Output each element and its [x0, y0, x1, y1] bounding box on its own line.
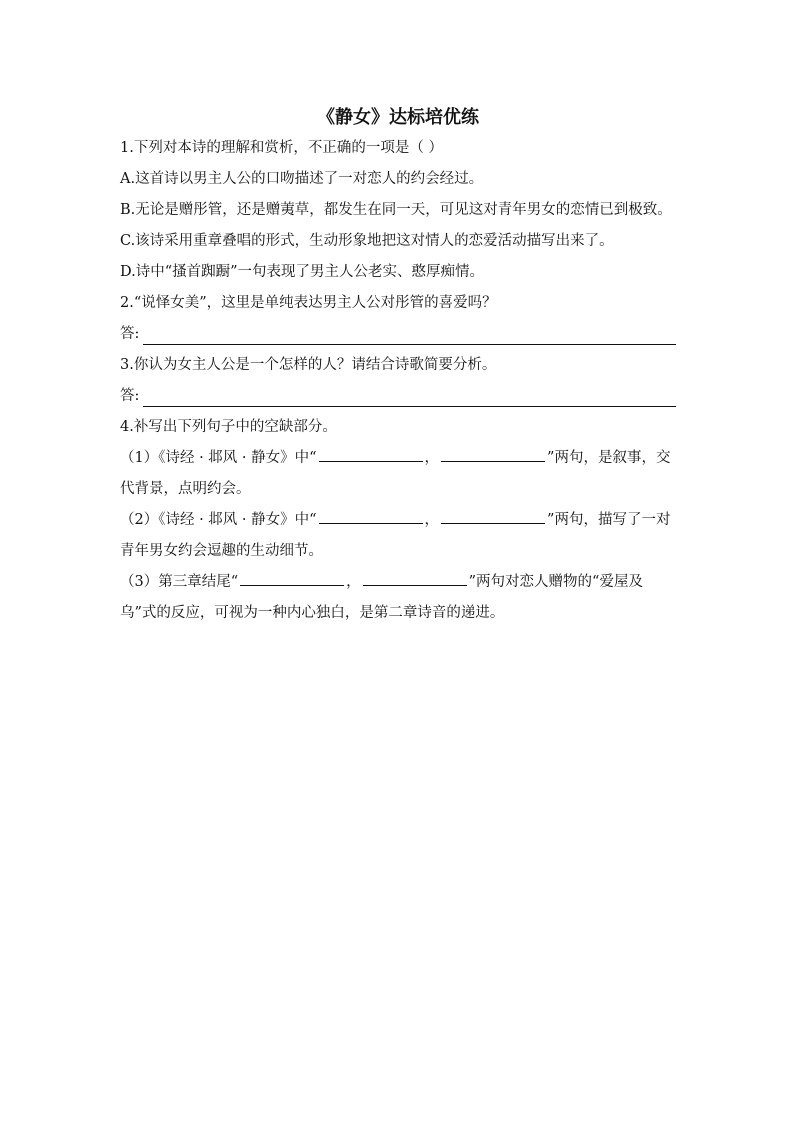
item-3-blank-1[interactable] [240, 567, 344, 586]
question-1-stem: 1.下列对本诗的理解和赏析，不正确的一项是（ ） [120, 140, 443, 156]
question-1-option-a: A.这首诗以男主人公的口吻描述了一对恋人的约会经过。 [120, 171, 484, 187]
item-1-separator: ， [424, 450, 440, 466]
question-4-item-3 [120, 567, 676, 629]
item-1-blank-2[interactable] [441, 443, 545, 462]
item-2-suffix: ”两句，描写了一对青年男女约会逗趣的生动细节。 [120, 512, 671, 559]
question-3-answer-line[interactable] [143, 384, 676, 407]
question-2-stem: 2.“说怿女美”，这里是单纯表达男主人公对彤管的喜爱吗？ [120, 295, 497, 311]
question-3-answer-row [120, 381, 676, 412]
item-2-blank-1[interactable] [319, 505, 423, 524]
item-1-suffix: ”两句，是叙事，交代背景，点明约会。 [120, 450, 671, 497]
item-1-blank-1[interactable] [319, 443, 423, 462]
question-4-stem: 4.补写出下列句子中的空缺部分。 [120, 419, 337, 435]
item-1-prefix: （1）《诗经 · 邶风 · 静女》中“ [120, 450, 317, 466]
question-2-answer-line[interactable] [143, 322, 676, 345]
item-2-separator: ， [424, 512, 440, 528]
page-title: 《静女》达标培优练 [317, 107, 479, 128]
question-4-item-2 [120, 505, 676, 567]
item-2-prefix: （2）《诗经 · 邶风 · 静女》中“ [120, 512, 317, 528]
item-3-blank-2[interactable] [363, 567, 467, 586]
question-1-option-c: C.该诗采用重章叠唱的形式，生动形象地把这对情人的恋爱活动描写出来了。 [120, 233, 614, 249]
item-2-blank-2[interactable] [441, 505, 545, 524]
question-1-option-d: D.诗中“搔首踟蹰”一句表现了男主人公老实、憨厚痴情。 [120, 264, 485, 280]
question-1-option-b: B.无论是赠彤管，还是赠荑草，都发生在同一天，可见这对青年男女的恋情已到极致。 [120, 202, 672, 218]
item-3-prefix: （3）第三章结尾“ [120, 574, 239, 590]
item-3-suffix: ”两句对恋人赠物的“爱屋及乌”式的反应，可视为一种内心独白，是第二章诗音的递进。 [120, 574, 643, 621]
answer-label: 答: [120, 326, 140, 342]
worksheet-page [120, 103, 676, 629]
question-3-stem: 3.你认为女主人公是一个怎样的人？请结合诗歌简要分析。 [120, 357, 497, 373]
question-4-item-1 [120, 443, 676, 505]
item-3-separator: ， [346, 574, 361, 590]
question-2-answer-row [120, 319, 676, 350]
answer-label: 答: [120, 388, 140, 404]
